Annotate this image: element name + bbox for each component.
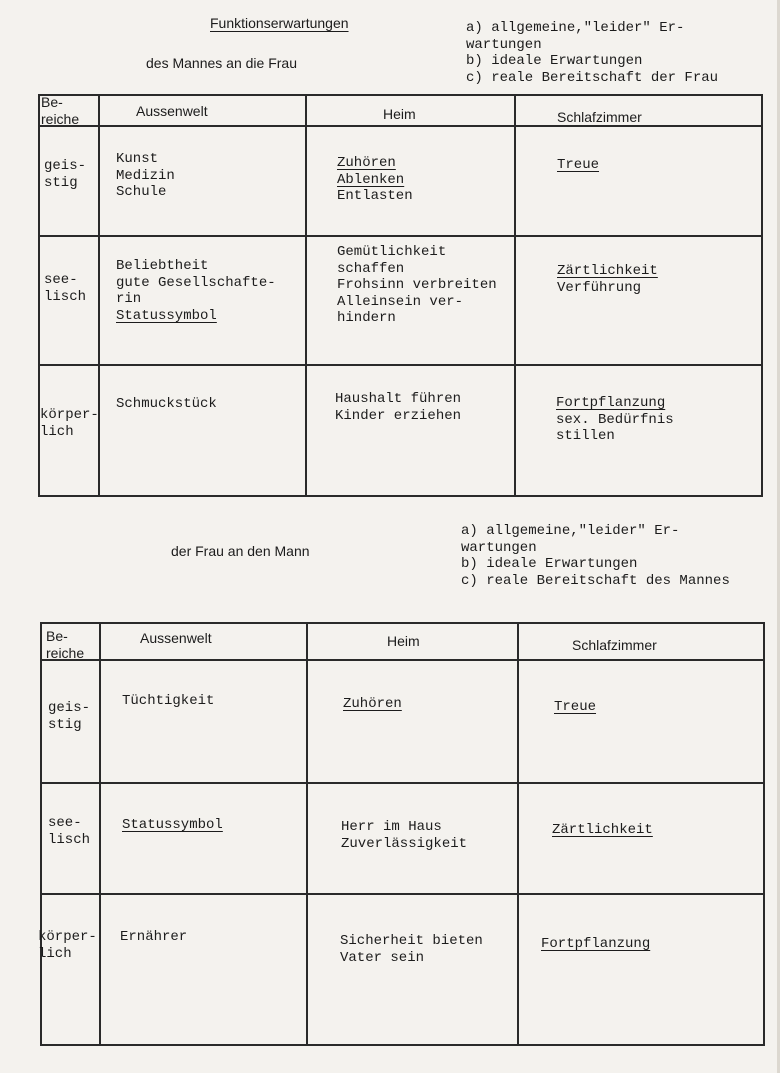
cell [341, 819, 467, 852]
cell-line: stillen [556, 428, 615, 444]
cell-line: gute Gesellschafte- [116, 274, 276, 291]
cell-line: Zuverlässigkeit [341, 835, 468, 852]
table-rule [38, 364, 762, 366]
legend-line: a) allgemeine,"leider" Er- [461, 523, 680, 539]
cell-line: rin [116, 291, 142, 307]
cell-line: Herr im Haus [341, 819, 442, 835]
table-rule [40, 1044, 764, 1046]
cell [122, 693, 214, 710]
cell [120, 929, 187, 946]
cell-line: Schule [116, 184, 167, 200]
cell-line: Alleinsein ver- [337, 293, 464, 310]
table-rule [517, 622, 519, 1046]
cell [554, 699, 596, 716]
cell [122, 817, 223, 834]
cell-line: Ernährer [120, 929, 188, 945]
legend-line: c) reale Bereitschaft des Mannes [461, 572, 730, 589]
cell-line: Vater sein [340, 949, 425, 966]
cell-line: Gemütlichkeit [337, 244, 447, 260]
cell-line: Statussymbol [122, 817, 223, 833]
cell [337, 155, 413, 205]
header-aussenwelt: Aussenwelt [136, 103, 208, 119]
header-schlafzimmer: Schlafzimmer [557, 109, 642, 125]
table-rule [40, 622, 764, 624]
cell [557, 157, 599, 174]
cell [557, 263, 658, 296]
legend-line: wartungen [466, 36, 542, 53]
cell-line: Beliebtheit [116, 258, 209, 274]
cell-line: Zärtlichkeit [557, 263, 658, 279]
cell-line: Verführung [557, 279, 642, 296]
table-rule [305, 94, 307, 497]
cell-line: Schmuckstück [116, 396, 217, 412]
cell [116, 396, 217, 413]
cell-line: Medizin [116, 167, 175, 184]
table-rule [761, 94, 763, 497]
cell-line: Treue [557, 157, 600, 173]
cell-line: Tüchtigkeit [122, 693, 215, 709]
cell-line: Frohsinn verbreiten [337, 277, 497, 293]
legend-line: c) reale Bereitschaft der Frau [466, 69, 719, 86]
table-rule [40, 893, 764, 895]
cell [556, 395, 674, 445]
cell-line: Fortpflanzung [556, 395, 666, 411]
header-aussenwelt: Aussenwelt [140, 630, 212, 646]
header-corner: Be- reiche [41, 94, 80, 127]
cell-line: sex. Bedürfnis [556, 411, 674, 428]
cell-line: Treue [554, 699, 597, 715]
row-label-koerperlich: körper- lich [40, 407, 99, 440]
section1-subtitle: des Mannes an die Frau [146, 55, 297, 71]
header-heim: Heim [383, 106, 416, 122]
row-label-koerperlich: körper- lich [38, 929, 97, 962]
cell [116, 151, 175, 201]
cell-line: Zuhören [343, 696, 402, 712]
table-rule [763, 622, 765, 1046]
table-rule [40, 622, 42, 1046]
row-label-geistig: geis- stig [48, 700, 91, 733]
cell-line: Zärtlichkeit [552, 822, 653, 838]
cell [343, 696, 402, 713]
table-rule [38, 94, 762, 96]
legend-line: wartungen [461, 539, 537, 556]
document-title: Funktionserwartungen [210, 15, 349, 31]
table-rule [38, 235, 762, 237]
cell-line: Kinder erziehen [335, 407, 462, 424]
cell [116, 258, 276, 324]
section2-legend [461, 523, 730, 589]
cell [337, 244, 497, 327]
cell-line: Ablenken [337, 171, 405, 188]
legend-line: b) ideale Erwartungen [466, 53, 643, 69]
header-heim: Heim [387, 633, 420, 649]
cell [541, 936, 650, 953]
row-label-seelisch: see- lisch [48, 815, 91, 848]
section1-legend [466, 20, 718, 86]
table-rule [40, 782, 764, 784]
cell-line: Statussymbol [116, 307, 217, 324]
row-label-seelisch: see- lisch [44, 272, 87, 305]
cell-line: hindern [337, 310, 396, 326]
cell-line: Sicherheit bieten [340, 933, 483, 949]
cell [340, 933, 483, 966]
cell-line: Entlasten [337, 188, 413, 204]
legend-line: a) allgemeine,"leider" Er- [466, 20, 685, 36]
row-label-geistig: geis- stig [44, 158, 87, 191]
cell-line: schaffen [337, 260, 405, 277]
table-rule [40, 659, 764, 661]
cell-line: Kunst [116, 151, 159, 167]
header-corner: Be- reiche [46, 628, 85, 661]
section2-subtitle: der Frau an den Mann [171, 543, 310, 559]
cell-line: Haushalt führen [335, 391, 462, 407]
header-schlafzimmer: Schlafzimmer [572, 637, 657, 653]
cell [552, 822, 653, 839]
cell-line: Fortpflanzung [541, 936, 651, 952]
table-rule [306, 622, 308, 1046]
table-rule [514, 94, 516, 497]
legend-line: b) ideale Erwartungen [461, 556, 638, 572]
table-rule [38, 495, 762, 497]
cell-line: Zuhören [337, 155, 396, 171]
cell [335, 391, 461, 424]
table-rule [38, 125, 762, 127]
table-rule [99, 622, 101, 1046]
